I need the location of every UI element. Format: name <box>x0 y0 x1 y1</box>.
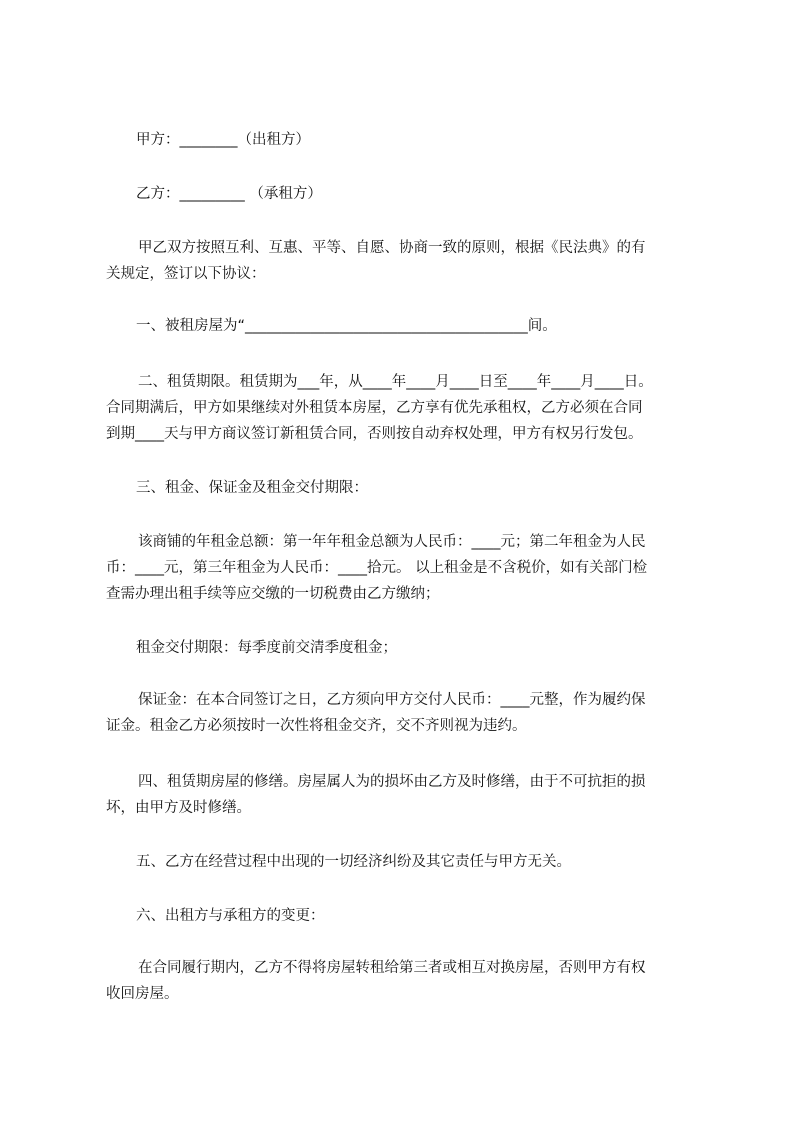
clause-3-title: 三、租金、保证金及租金交付期限： <box>136 480 368 496</box>
clause-2-line-1: 二、租赁期限。租赁期为___年，从____年____月____日至____年____月____日。 <box>138 374 653 390</box>
clause-4-line-2: 坏，由甲方及时修缮。 <box>106 800 251 816</box>
clause-5-line: 五、乙方在经营过程中出现的一切经济纠纷及其它责任与甲方无关。 <box>136 854 571 870</box>
rent-payment-line: 租金交付期限：每季度前交清季度租金； <box>136 640 397 656</box>
deposit-line-1: 保证金：在本合同签订之日，乙方须向甲方交付人民币：____元整，作为履约保 <box>138 692 646 708</box>
rent-amount-line-2: 币：____元，第三年租金为人民币：____拾元。 以上租金是不含税价，如有关部门检 <box>106 560 648 576</box>
intro-line-2: 关规定，签订以下协议： <box>106 266 266 282</box>
clause-2-line-3: 到期____天与甲方商议签订新租赁合同，否则按自动弃权处理，甲方有权另行发包。 <box>106 426 643 442</box>
intro-line-1: 甲乙双方按照互利、互惠、平等、自愿、协商一致的原则，根据《民法典》的有 <box>138 240 646 256</box>
clause-4-line-1: 四、租赁期房屋的修缮。房屋属人为的损坏由乙方及时修缮，由于不可抗拒的损 <box>138 774 646 790</box>
sublease-line-2: 收回房屋。 <box>106 986 179 1002</box>
deposit-line-2: 证金。租金乙方必须按时一次性将租金交齐，交不齐则视为违约。 <box>106 718 527 734</box>
sublease-line-1: 在合同履行期内，乙方不得将房屋转租给第三者或相互对换房屋，否则甲方有权 <box>138 960 646 976</box>
clause-6-title: 六、出租方与承租方的变更： <box>136 908 325 924</box>
clause-1-line: 一、被租房屋为“_______________________________________间。 <box>136 318 557 334</box>
party-a-line: 甲方：________（出租方） <box>136 132 310 148</box>
clause-2-line-2: 合同期满后，甲方如果继续对外租赁本房屋，乙方享有优先承租权，乙方必须在合同 <box>106 400 643 416</box>
rent-amount-line-1: 该商铺的年租金总额：第一年年租金总额为人民币：____元；第二年租金为人民 <box>138 534 646 550</box>
rent-amount-line-3: 查需办理出租手续等应交缴的一切税费由乙方缴纳； <box>106 586 440 602</box>
party-b-line: 乙方：_________ （承租方） <box>136 186 322 202</box>
